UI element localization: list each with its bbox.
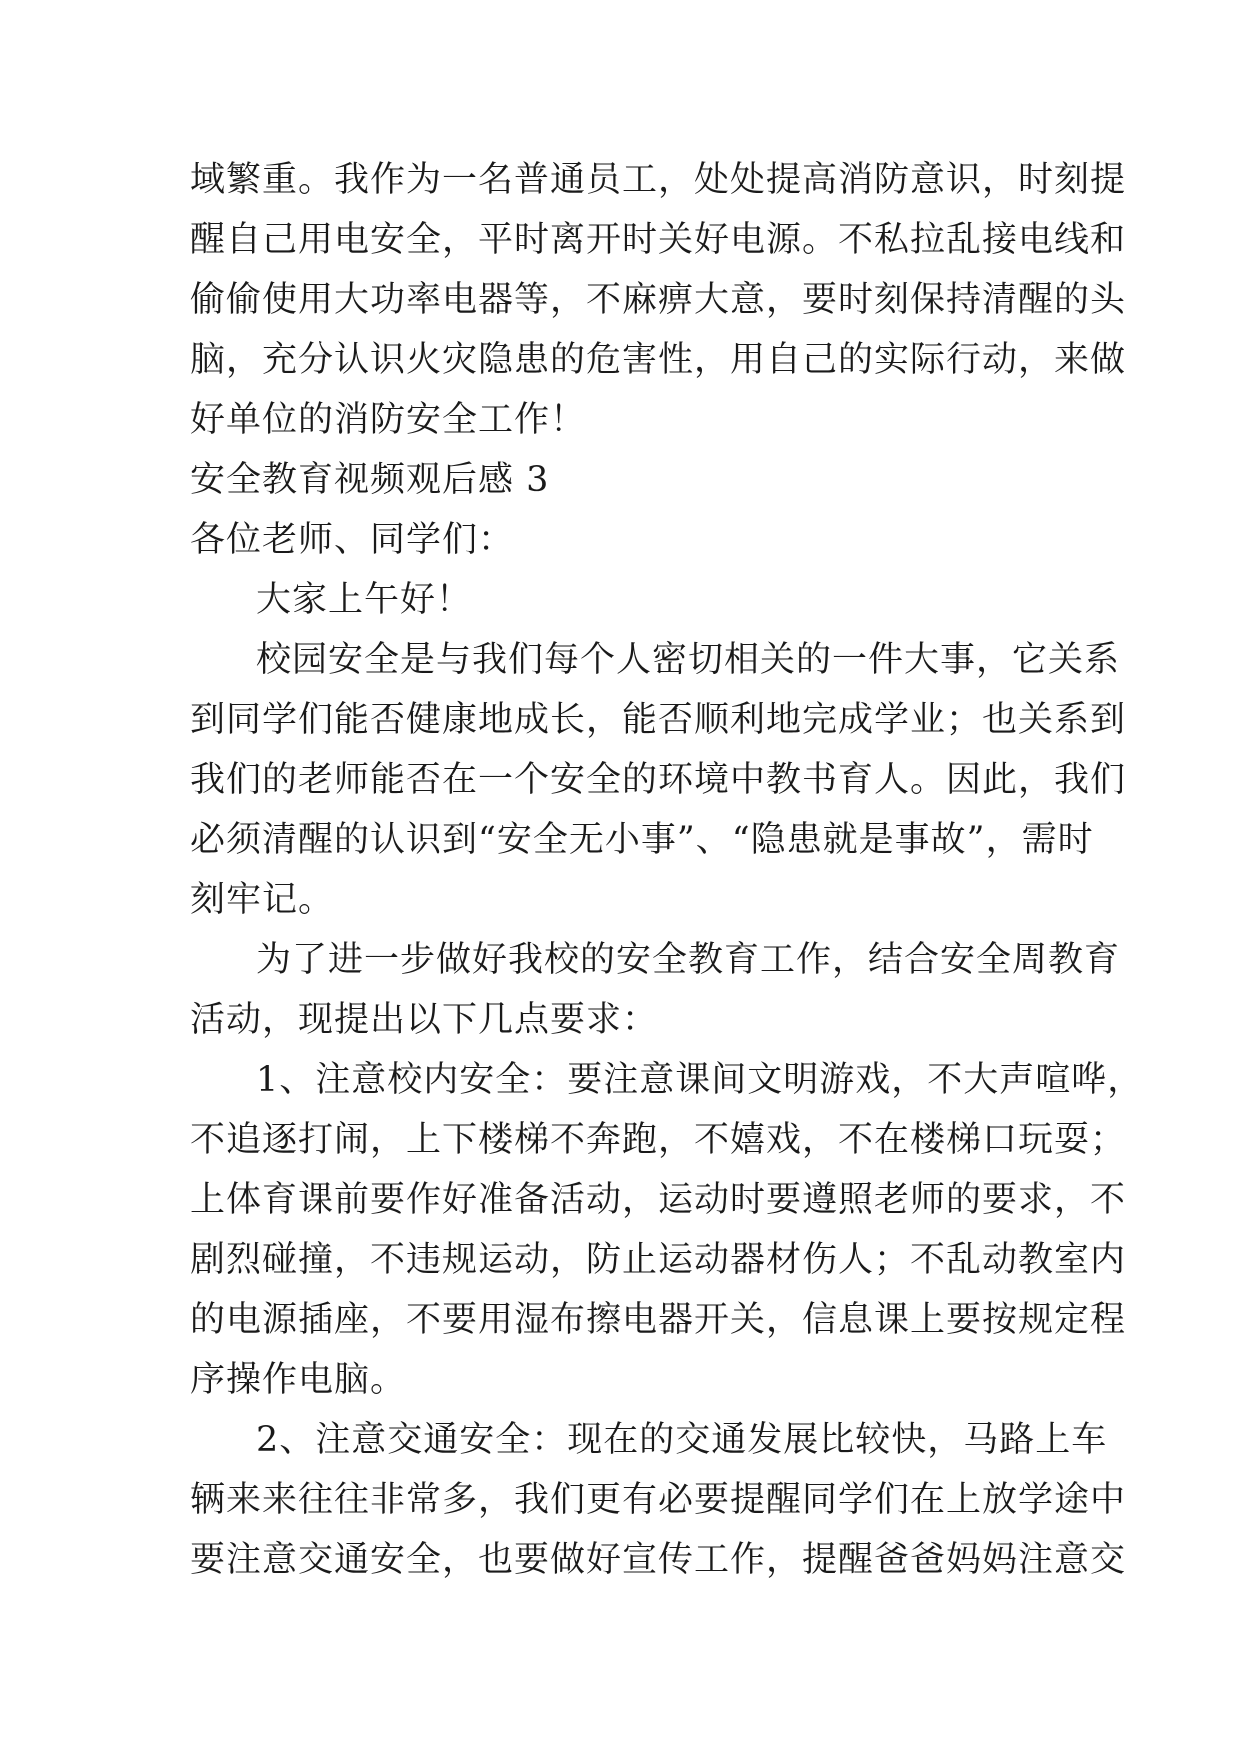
text-line: 域繁重。我作为一名普通员工，处处提高消防意识，时刻提 [190,160,1127,200]
text-line: 剧烈碰撞，不违规运动，防止运动器材伤人；不乱动教室内 [190,1240,1127,1280]
text-line: 辆来来往往非常多，我们更有必要提醒同学们在上放学途中 [190,1480,1127,1520]
greeting: 大家上午好！ [256,580,473,620]
text-line: 好单位的消防安全工作！ [190,400,587,440]
document-body [190,150,1144,1590]
text-line: 醒自己用电安全，平时离开时关好电源。不私拉乱接电线和 [190,220,1127,260]
text-line: 脑，充分认识火灾隐患的危害性，用自己的实际行动，来做 [190,340,1127,380]
text-line: 我们的老师能否在一个安全的环境中教书育人。因此，我们 [190,760,1127,800]
list-item-1: 1、注意校内安全：要注意课间文明游戏，不大声喧哗， [256,1060,1144,1100]
list-item-2: 2、注意交通安全：现在的交通发展比较快，马路上车 [256,1420,1108,1460]
text-line: 序操作电脑。 [190,1360,407,1400]
text-line: 到同学们能否健康地成长，能否顺利地完成学业；也关系到 [190,700,1127,740]
text-line: 活动，现提出以下几点要求： [190,1000,659,1040]
text-line: 上体育课前要作好准备活动，运动时要遵照老师的要求，不 [190,1180,1127,1220]
text-line: 不追逐打闹，上下楼梯不奔跑，不嬉戏，不在楼梯口玩耍； [190,1120,1127,1160]
section-heading: 安全教育视频观后感 3 [190,460,550,500]
text-line: 偷偷使用大功率电器等，不麻痹大意，要时刻保持清醒的头 [190,280,1127,320]
text-line: 必须清醒的认识到“安全无小事”、“隐患就是事故”，需时 [190,820,1094,860]
text-line: 校园安全是与我们每个人密切相关的一件大事，它关系 [256,640,1121,680]
text-line: 的电源插座，不要用湿布擦电器开关，信息课上要按规定程 [190,1300,1127,1340]
text-line: 要注意交通安全，也要做好宣传工作，提醒爸爸妈妈注意交 [190,1540,1127,1580]
salutation: 各位老师、同学们： [190,520,515,560]
text-line: 为了进一步做好我校的安全教育工作，结合安全周教育 [256,940,1121,980]
text-line: 刻牢记。 [190,880,335,920]
